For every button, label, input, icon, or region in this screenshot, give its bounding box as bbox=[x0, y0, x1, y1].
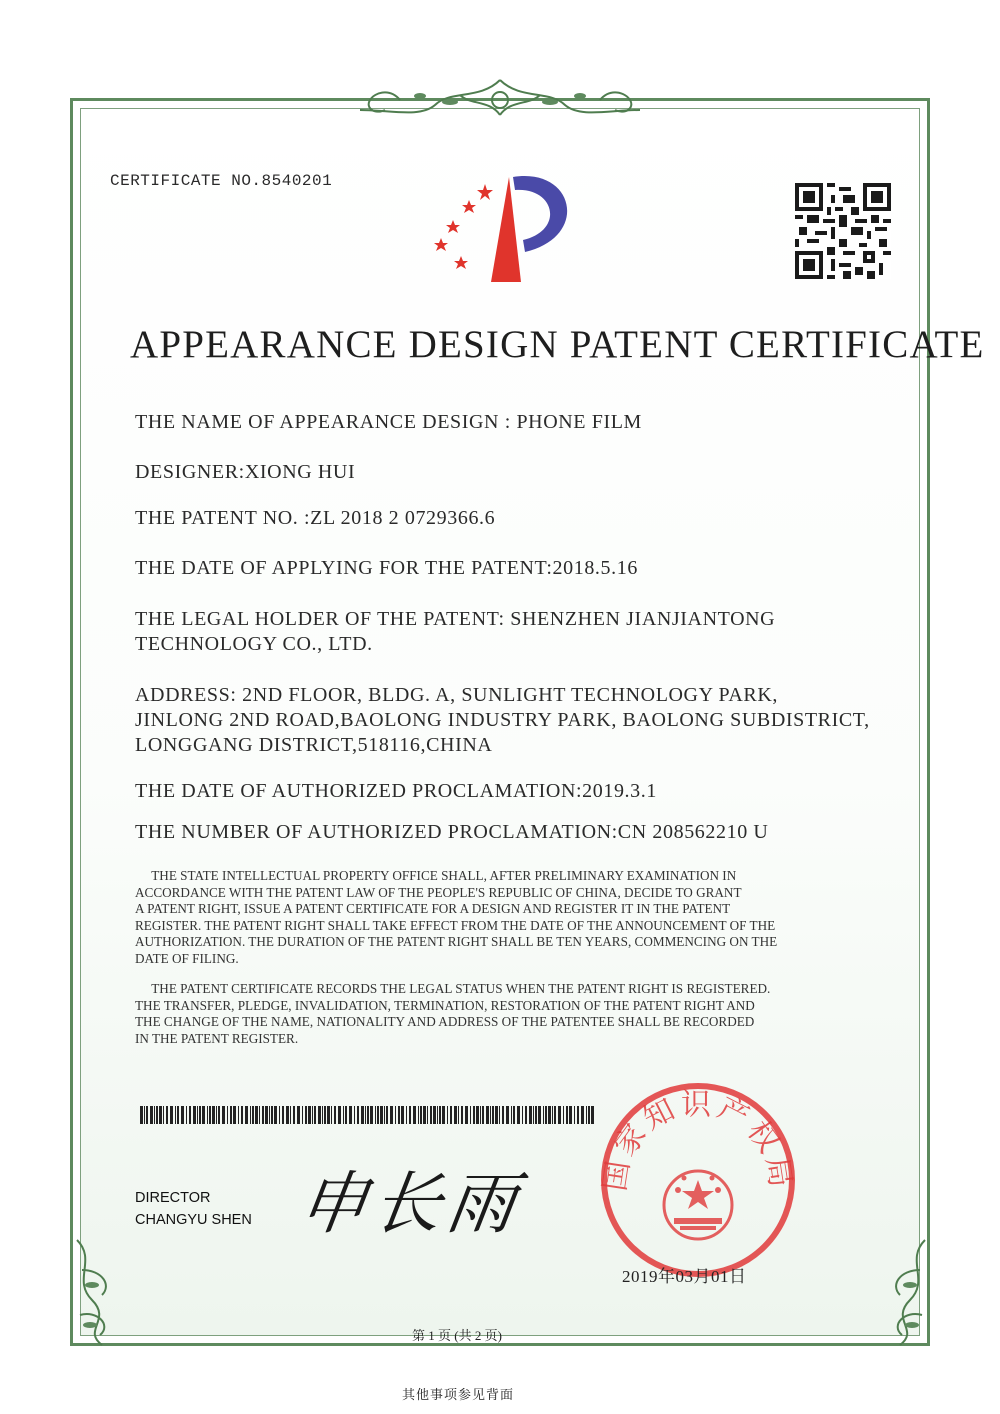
paragraph-line: ACCORDANCE WITH THE PATENT LAW OF THE PEOPLE'S REPUBLIC OF CHINA, DECIDE TO GRANT bbox=[135, 884, 742, 900]
seal-date: 2019年03月01日 bbox=[622, 1267, 747, 1286]
barcode bbox=[140, 1106, 595, 1124]
page-number: 第 1 页 (共 2 页) bbox=[412, 1328, 502, 1343]
design-name-field: THE NAME OF APPEARANCE DESIGN : PHONE FILM bbox=[135, 411, 642, 433]
top-ornament bbox=[340, 70, 660, 130]
proclamation-number-field: THE NUMBER OF AUTHORIZED PROCLAMATION:CN 208562210 U bbox=[135, 821, 769, 843]
address-line-3: LONGGANG DISTRICT,518116,CHINA bbox=[135, 734, 493, 756]
paragraph-line: THE CHANGE OF THE NAME, NATIONALITY AND ADDRESS OF THE PATENTEE SHALL BE RECORDED bbox=[135, 1014, 755, 1029]
legal-paragraph-1 bbox=[135, 868, 777, 967]
bottom-right-ornament bbox=[850, 1230, 940, 1350]
holder-line-1: THE LEGAL HOLDER OF THE PATENT: SHENZHEN JIANJIANTONG bbox=[135, 608, 776, 630]
svg-text:国家知识产权局 bbox=[598, 1087, 798, 1193]
paragraph-line: THE TRANSFER, PLEDGE, INVALIDATION, TERMINATION, RESTORATION OF THE PATENT RIGHT AND bbox=[135, 997, 755, 1013]
paragraph-line: REGISTER. THE PATENT RIGHT SHALL TAKE EFFECT FROM THE DATE OF THE ANNOUNCEMENT OF THE bbox=[135, 917, 776, 933]
bottom-left-ornament bbox=[62, 1230, 152, 1350]
paragraph-line: DATE OF FILING. bbox=[135, 950, 239, 966]
certificate-title: APPEARANCE DESIGN PATENT CERTIFICATE bbox=[130, 323, 985, 366]
footer-note: 其他事项参见背面 bbox=[402, 1387, 515, 1402]
paragraph-line: AUTHORIZATION. THE DURATION OF THE PATENT RIGHT SHALL BE TEN YEARS, COMMENCING ON THE bbox=[135, 934, 778, 949]
paragraph-line: IN THE PATENT REGISTER. bbox=[135, 1030, 299, 1046]
holder-line-2: TECHNOLOGY CO., LTD. bbox=[135, 633, 373, 655]
paragraph-line: A PATENT RIGHT, ISSUE A PATENT CERTIFICATE FOR A DESIGN AND REGISTER IT IN THE PATENT bbox=[135, 901, 731, 916]
director-name: CHANGYU SHEN bbox=[135, 1212, 252, 1228]
designer-field: DESIGNER:XIONG HUI bbox=[135, 461, 356, 483]
apply-date-field: THE DATE OF APPLYING FOR THE PATENT:2018.5.16 bbox=[135, 557, 638, 579]
paragraph-line: THE PATENT CERTIFICATE RECORDS THE LEGAL STATUS WHEN THE PATENT RIGHT IS REGISTERED. bbox=[135, 981, 771, 996]
seal-text: 国家知识产权局 bbox=[598, 1087, 798, 1194]
address-line-1: ADDRESS: 2ND FLOOR, BLDG. A, SUNLIGHT TECHNOLOGY PARK, bbox=[135, 684, 779, 706]
director-title: DIRECTOR bbox=[135, 1190, 211, 1206]
patent-office-logo bbox=[425, 172, 580, 287]
director-signature: 申长雨 bbox=[293, 1165, 527, 1244]
official-seal bbox=[598, 1080, 798, 1280]
qr-code-icon bbox=[795, 183, 891, 279]
proclamation-date-field: THE DATE OF AUTHORIZED PROCLAMATION:2019.3.1 bbox=[135, 780, 657, 802]
paragraph-line: THE STATE INTELLECTUAL PROPERTY OFFICE SHALL, AFTER PRELIMINARY EXAMINATION IN bbox=[135, 868, 737, 883]
address-line-2: JINLONG 2ND ROAD,BAOLONG INDUSTRY PARK, BAOLONG SUBDISTRICT, bbox=[135, 709, 870, 731]
legal-paragraph-2 bbox=[135, 981, 770, 1047]
patent-number-field: THE PATENT NO. :ZL 2018 2 0729366.6 bbox=[135, 507, 496, 529]
certificate-number: CERTIFICATE NO.8540201 bbox=[110, 172, 333, 190]
